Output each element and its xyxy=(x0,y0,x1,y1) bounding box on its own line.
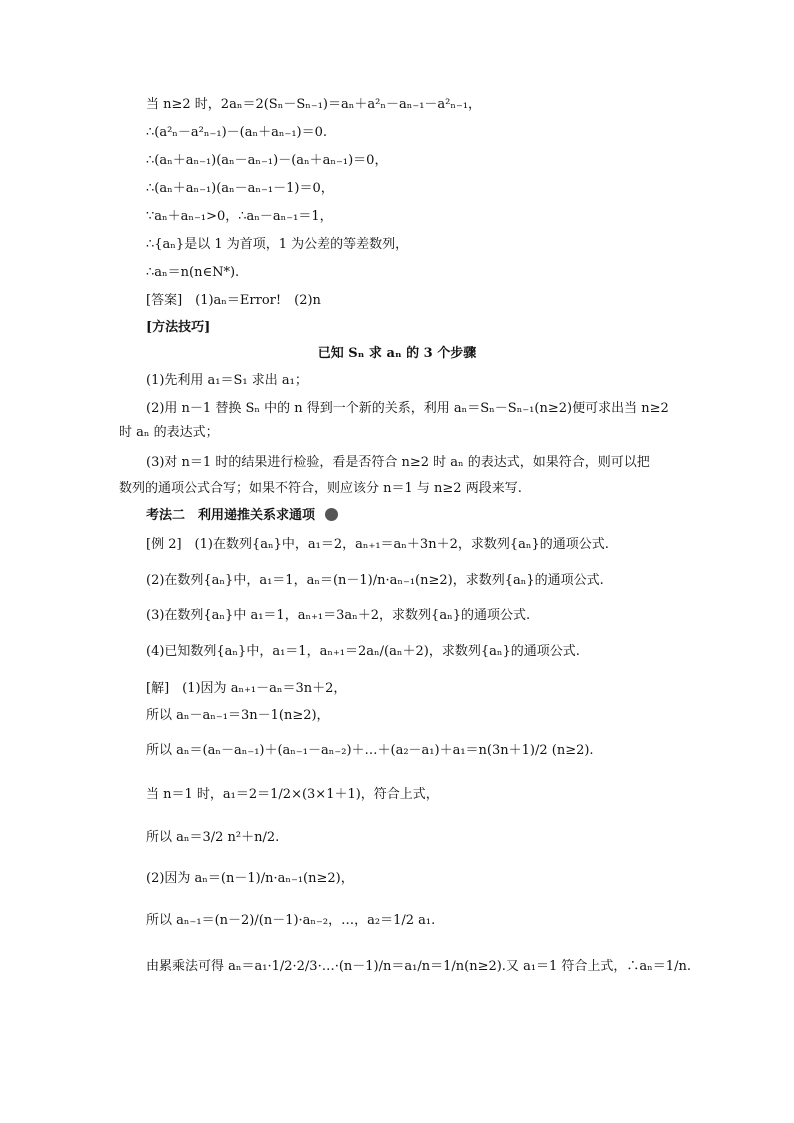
solution-line: 所以 aₙ＝(aₙ－aₙ₋₁)＋(aₙ₋₁－aₙ₋₂)＋…＋(a₂－a₁)＋a₁＝n(3n＋1)/2 (n≥2). xyxy=(146,743,594,758)
example-line: [例 2] (1)在数列{aₙ}中，a₁＝2，aₙ₊₁＝aₙ＋3n＋2，求数列{aₙ}的通项公式. xyxy=(146,537,609,552)
text-line: 数列的通项公式合写；如果不符合，则应该分 n＝1 与 n≥2 两段来写. xyxy=(119,481,522,496)
answer-line: [答案] (1)aₙ＝Error! (2)n xyxy=(146,293,321,308)
example-line: (3)在数列{aₙ}中 a₁＝1，aₙ₊₁＝3aₙ＋2，求数列{aₙ}的通项公式. xyxy=(146,608,531,623)
method-heading-label: 考法二 利用递推关系求通项 xyxy=(146,508,316,523)
text-line: 当 n≥2 时，2aₙ＝2(Sₙ－Sₙ₋₁)＝aₙ＋a²ₙ－aₙ₋₁－a²ₙ₋₁， xyxy=(146,97,482,112)
method-tips-heading: [方法技巧] xyxy=(146,320,211,335)
text-line: (2)用 n－1 替换 Sₙ 中的 n 得到一个新的关系，利用 aₙ＝Sₙ－Sₙ₋₁(n≥2)便可求出当 n≥2 xyxy=(146,401,669,416)
method-heading xyxy=(146,507,338,525)
solution-line: (2)因为 aₙ＝(n－1)/n·aₙ₋₁(n≥2)， xyxy=(146,871,354,886)
solution-line: 当 n＝1 时，a₁＝2＝1/2×(3×1＋1)，符合上式， xyxy=(146,787,439,802)
text-line: ∴(aₙ＋aₙ₋₁)(aₙ－aₙ₋₁)－(aₙ＋aₙ₋₁)＝0， xyxy=(146,153,388,168)
text-line: (3)对 n＝1 时的结果进行检验，看是否符合 n≥2 时 aₙ 的表达式，如果符合，则可以把 xyxy=(146,455,650,470)
solution-line: [解] (1)因为 aₙ₊₁－aₙ＝3n＋2， xyxy=(146,681,347,696)
text-line: ∵aₙ＋aₙ₋₁>0，∴aₙ－aₙ₋₁＝1， xyxy=(146,209,333,224)
text-line: ∴(a²ₙ－a²ₙ₋₁)－(aₙ＋aₙ₋₁)＝0. xyxy=(146,125,328,140)
solution-line: 所以 aₙ－aₙ₋₁＝3n－1(n≥2)， xyxy=(146,708,330,723)
solution-line: 所以 aₙ＝3/2 n²＋n/2. xyxy=(146,830,280,845)
text-line: ∴aₙ＝n(n∈N*). xyxy=(146,265,240,280)
text-line: ∴(aₙ＋aₙ₋₁)(aₙ－aₙ₋₁－1)＝0， xyxy=(146,181,334,196)
section-title: 已知 Sₙ 求 aₙ 的 3 个步骤 xyxy=(317,346,477,361)
text-line: (1)先利用 a₁＝S₁ 求出 a₁； xyxy=(146,373,308,388)
example-line: (2)在数列{aₙ}中，a₁＝1，aₙ＝(n－1)/n·aₙ₋₁(n≥2)，求数列{aₙ}的通项公式. xyxy=(146,573,604,588)
solution-line: 所以 aₙ₋₁＝(n－2)/(n－1)·aₙ₋₂，…，a₂＝1/2 a₁. xyxy=(146,913,436,928)
bullet-icon xyxy=(325,508,338,521)
solution-line: 由累乘法可得 aₙ＝a₁·1/2·2/3·…·(n－1)/n＝a₁/n＝1/n(n≥2).又 a₁＝1 符合上式，∴aₙ＝1/n. xyxy=(146,959,691,974)
text-line: ∴{aₙ}是以 1 为首项，1 为公差的等差数列， xyxy=(146,237,409,252)
text-line: 时 aₙ 的表达式； xyxy=(119,425,219,440)
example-line: (4)已知数列{aₙ}中，a₁＝1，aₙ₊₁＝2aₙ/(aₙ＋2)，求数列{aₙ}的通项公式. xyxy=(146,644,580,659)
